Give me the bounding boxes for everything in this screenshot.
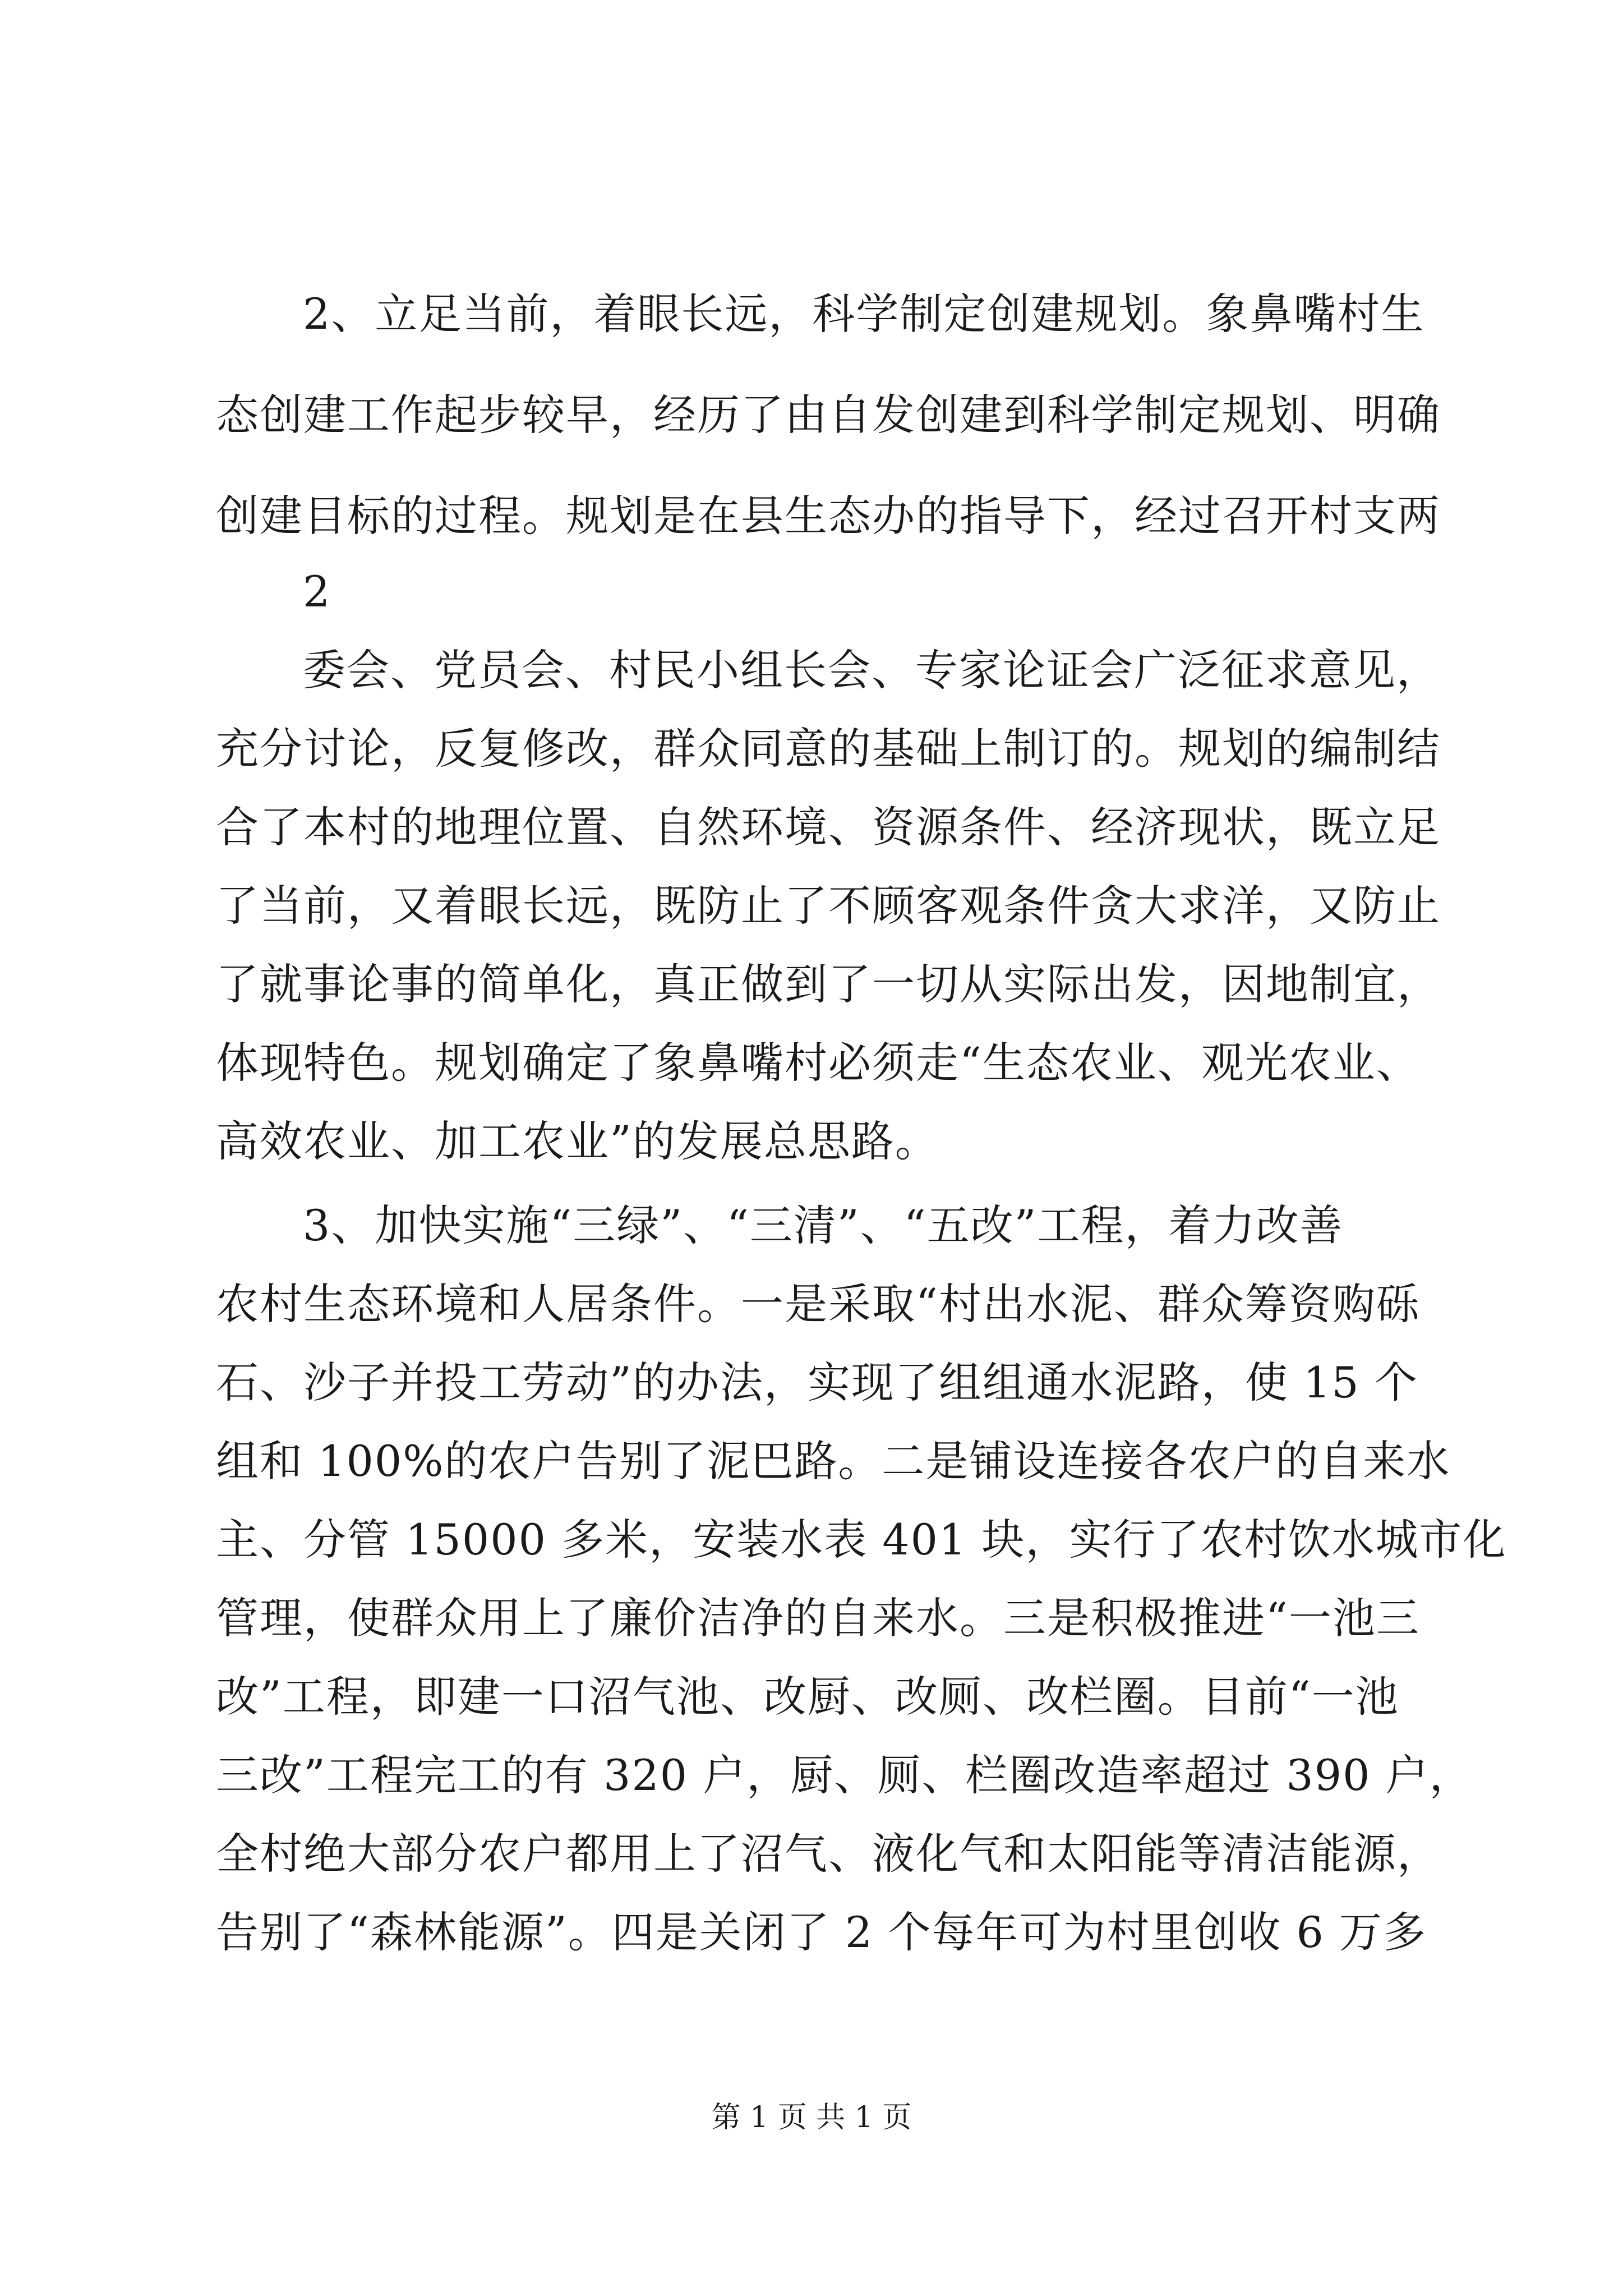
text-line-8: 了就事论事的简单化，真正做到了一切从实际出发，因地制宜， bbox=[216, 959, 1441, 1009]
text-line-5: 充分讨论，反复修改，群众同意的基础上制订的。规划的编制结 bbox=[216, 724, 1441, 774]
text-line-7: 了当前，又着眼长远，既防止了不顾客观条件贪大求洋，又防止 bbox=[216, 881, 1441, 931]
text-line-1: 2、立足当前，着眼长远，科学制定创建规划。象鼻嘴村生 bbox=[303, 289, 1425, 339]
text-line-3: 创建目标的过程。规划是在县生态办的指导下，经过召开村支两 bbox=[216, 491, 1441, 541]
text-line-20: 告别了“森林能源”。四是关闭了 2 个每年可为村里创收 6 万多 bbox=[216, 1907, 1427, 1957]
text-line-19: 全村绝大部分农户都用上了沼气、液化气和太阳能等清洁能源， bbox=[216, 1829, 1441, 1879]
text-line-17: 改”工程，即建一口沼气池、改厨、改厕、改栏圈。目前“一池 bbox=[216, 1672, 1399, 1722]
text-line-4: 委会、党员会、村民小组长会、专家论证会广泛征求意见， bbox=[303, 645, 1440, 695]
text-line-14: 组和 100%的农户告别了泥巴路。二是铺设连接各农户的自来水 bbox=[216, 1436, 1451, 1486]
text-line-2: 态创建工作起步较早，经历了由自发创建到科学制定规划、明确 bbox=[216, 390, 1441, 440]
text-line-11: 3、加快实施“三绿”、“三清”、“五改”工程，着力改善 bbox=[303, 1200, 1344, 1250]
page-marker: 2 bbox=[303, 567, 331, 616]
text-line-12: 农村生态环境和人居条件。一是采取“村出水泥、群众筹资购砾 bbox=[216, 1279, 1420, 1329]
text-line-13: 石、沙子并投工劳动”的办法，实现了组组通水泥路，使 15 个 bbox=[216, 1358, 1418, 1407]
text-line-15: 主、分管 15000 多米，安装水表 401 块，实行了农村饮水城市化 bbox=[216, 1515, 1507, 1565]
page-footer: 第 1 页 共 1 页 bbox=[711, 2101, 912, 2134]
text-line-10: 高效农业、加工农业”的发展总思路。 bbox=[216, 1116, 939, 1166]
text-line-6: 合了本村的地理位置、自然环境、资源条件、经济现状，既立足 bbox=[216, 802, 1441, 852]
text-line-18: 三改”工程完工的有 320 户，厨、厕、栏圈改造率超过 390 户， bbox=[216, 1750, 1473, 1800]
text-line-16: 管理，使群众用上了廉价洁净的自来水。三是积极推进“一池三 bbox=[216, 1593, 1420, 1643]
text-line-9: 体现特色。规划确定了象鼻嘴村必须走“生态农业、观光农业、 bbox=[216, 1038, 1420, 1088]
